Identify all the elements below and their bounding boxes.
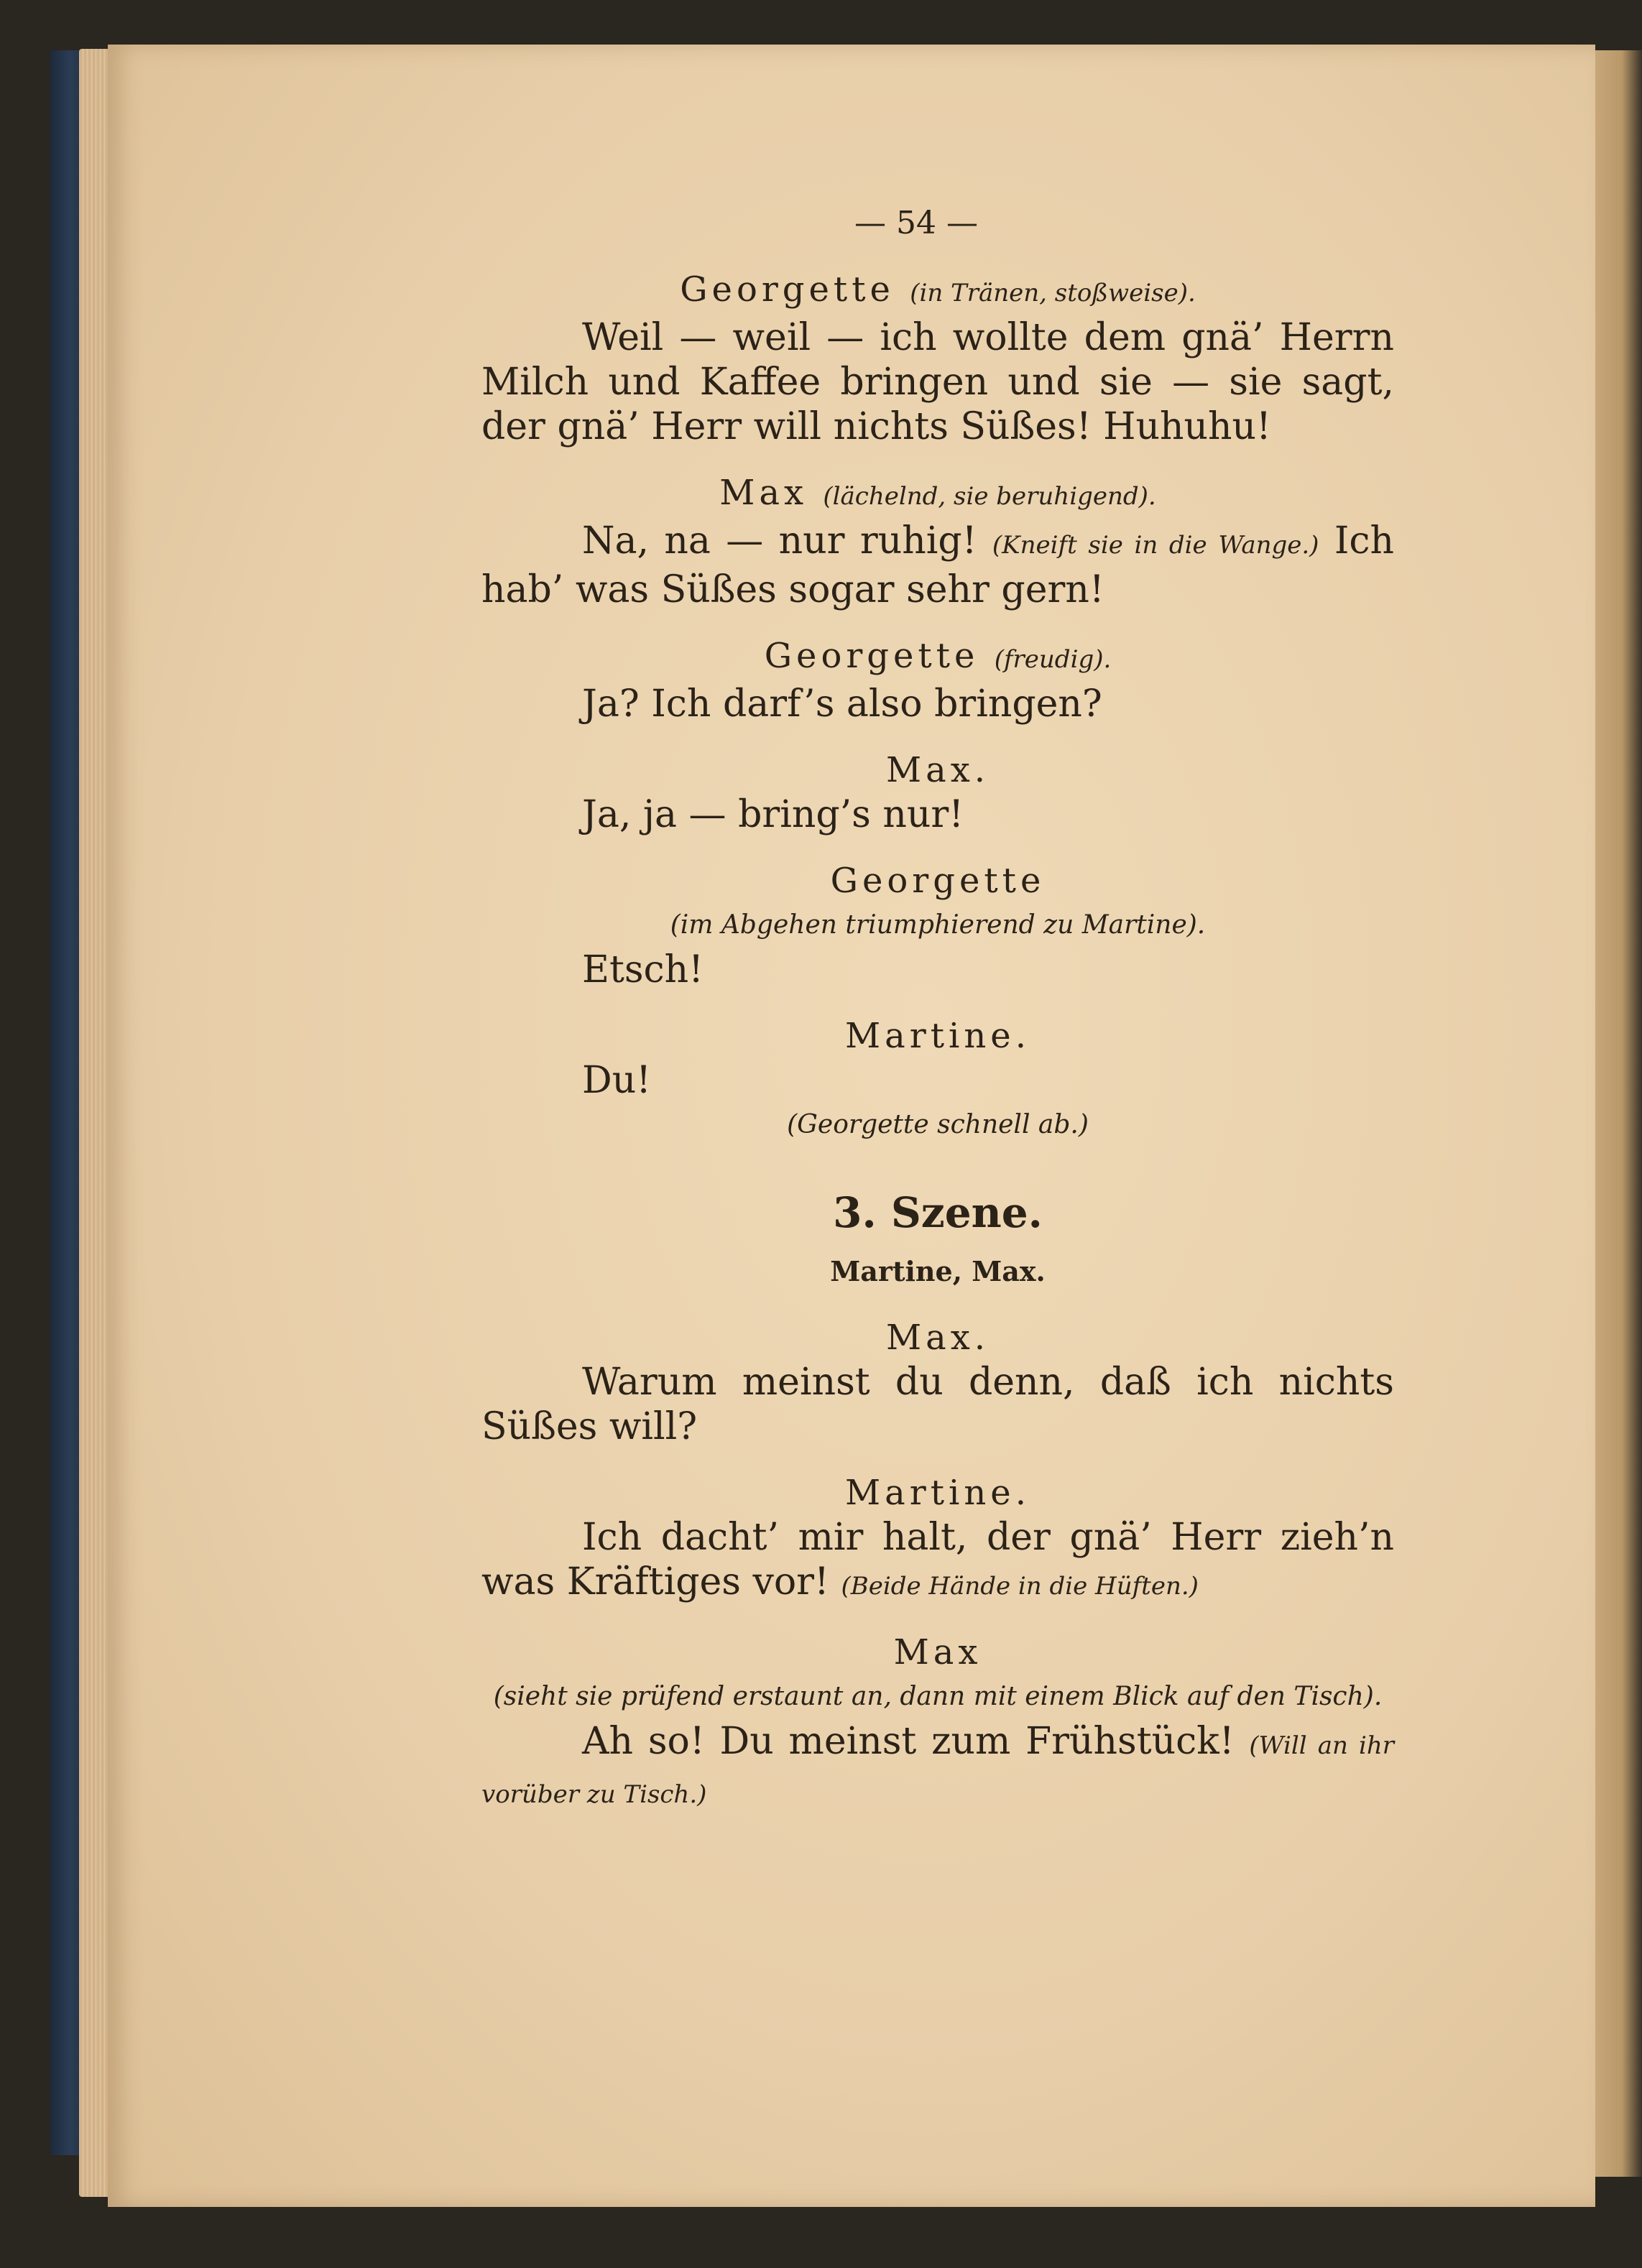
stage-direction: (lächelnd, sie beruhigend). <box>823 482 1156 511</box>
facing-page-edge <box>1592 50 1642 2177</box>
speaker-martine: Martine. <box>845 1016 1030 1056</box>
scene-cast: Martine, Max. <box>830 1255 1046 1287</box>
stage-direction: (Will an ihr vorüber zu Tisch.) <box>481 1731 1395 1809</box>
stage-direction: (Beide Hände in die Hüften.) <box>841 1572 1199 1601</box>
dialogue-line: Du! <box>582 1059 652 1102</box>
stage-direction: (in Tränen, stoßweise). <box>910 279 1196 307</box>
stage-direction: (im Abgehen triumphierend zu Martine). <box>670 910 1206 940</box>
speaker-max: Max <box>893 1632 982 1672</box>
scene-heading: 3. Szene. <box>833 1188 1043 1237</box>
dialogue-line: Ja? Ich darf’s also bringen? <box>582 682 1102 726</box>
stage-direction: (sieht sie prüfend erstaunt an, dann mit einem Blick auf den Tisch). <box>493 1682 1383 1711</box>
speaker-max: Max (lächelnd, sie beruhigend). <box>719 473 1156 513</box>
speaker-georgette: Georgette <box>830 861 1046 901</box>
dialogue-line: Etsch! <box>582 948 704 991</box>
speaker-georgette: Georgette (freudig). <box>764 636 1112 676</box>
dialogue-line: Weil — weil — ich wollte dem gnä’ Herrn Milch und Kaffee bringen und sie — sie sagt, der gnä’ Herr will nichts Süßes! Huhuhu! <box>481 316 1394 448</box>
dialogue-line: Na, na — nur ruhig! (Kneift sie in die Wange.) Ich hab’ was Süßes sogar sehr gern! <box>481 519 1394 611</box>
dialogue-line: Ich dacht’ mir halt, der gnä’ Herr zieh’n was Kräftiges vor! (Beide Hände in die Hüften.) <box>481 1516 1394 1603</box>
dialogue-line: Warum meinst du denn, daß ich nichts Süßes will? <box>481 1361 1394 1448</box>
speaker-max: Max. <box>885 750 990 790</box>
stage-direction: (Kneift sie in die Wange.) <box>992 531 1319 560</box>
dialogue-line: Ja, ja — bring’s nur! <box>582 793 964 836</box>
stage-direction: (freudig). <box>994 645 1112 674</box>
speaker-max: Max. <box>885 1318 990 1358</box>
stage-direction: (Georgette schnell ab.) <box>787 1110 1089 1139</box>
page-number: — 54 — <box>854 205 978 241</box>
speaker-martine: Martine. <box>845 1473 1030 1513</box>
speaker-georgette: Georgette (in Tränen, stoßweise). <box>680 269 1196 310</box>
dialogue-line: Ah so! Du meinst zum Frühstück! (Will an ihr vorüber zu Tisch.) <box>481 1720 1395 1809</box>
page-text <box>481 201 1394 1817</box>
